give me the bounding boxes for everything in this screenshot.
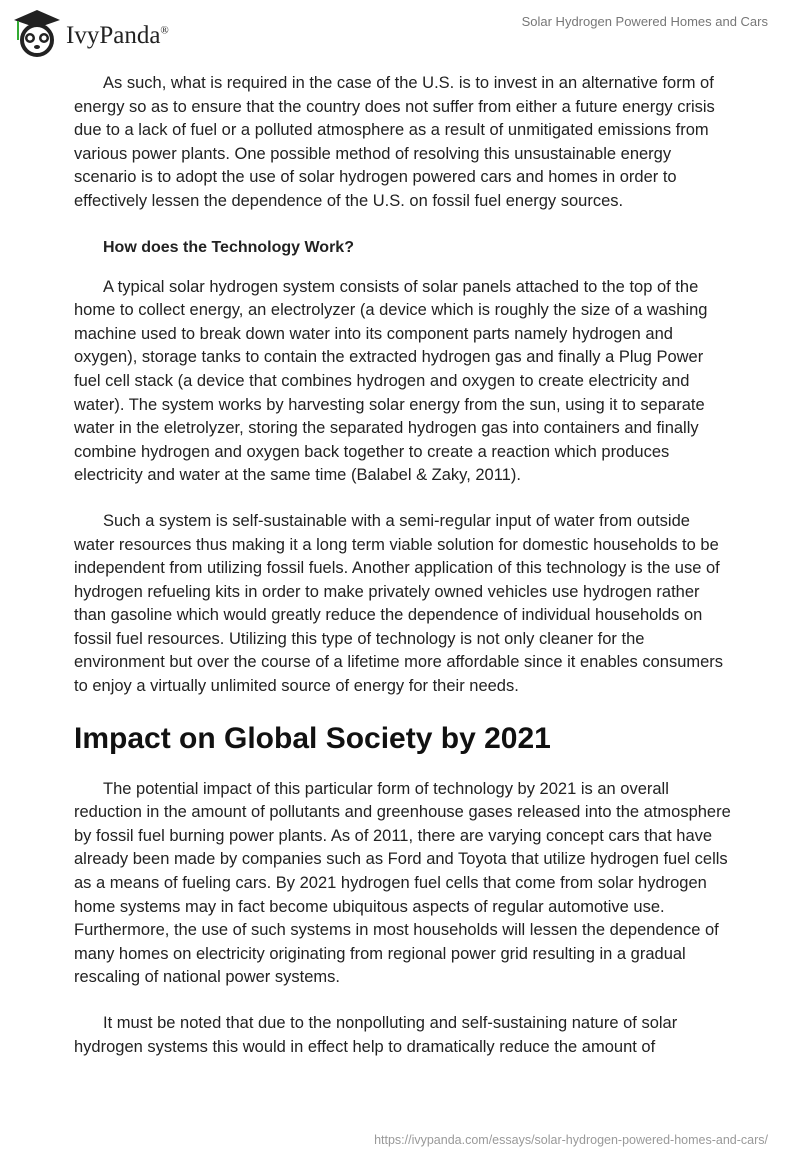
panda-logo-icon xyxy=(12,8,62,58)
paragraph: A typical solar hydrogen system consists of solar panels attached to the top of the home to collect energy, an electrolyzer (a device which is roughly the size of a washing machine used to break down water into its component parts namely hydrogen and oxygen), storage tanks to contain the extracted hydrogen gas and finally a Plug Power fuel cell stack (a device that combines hydrogen and oxygen to create electricity and water). The system works by harvesting solar energy from the sun, using it to separate water in the eletrolyzer, storing the separated hydrogen gas into containers and finally combine hydrogen and oxygen back together to create a reaction which produces electricity and water at the same time (Balabel & Zaky, 2011). xyxy=(74,277,708,485)
essay-content xyxy=(74,72,734,1081)
source-url[interactable]: https://ivypanda.com/essays/solar-hydrogen-powered-homes-and-cars/ xyxy=(374,1133,768,1147)
paragraph: The potential impact of this particular form of technology by 2021 is an overall reduction in the amount of pollutants and greenhouse gases released into the atmosphere by fossil fuel burning power plants. As of 2011, there are varying concept cars that have already been made by companies such as Ford and Toyota that utilize hydrogen fuel cells as a means of fueling cars. By 2021 hydrogen fuel cells that come from solar hydrogen home systems may in fact become ubiquitous aspects of regular automotive use. Furthermore, the use of such systems in most households will lessen the dependence of many homes on electricity originating from regional power grid resulting in a gradual rescaling of national power systems. xyxy=(74,779,731,987)
section-heading: Impact on Global Society by 2021 xyxy=(74,721,551,755)
document-title: Solar Hydrogen Powered Homes and Cars xyxy=(521,14,768,29)
ivypanda-logo[interactable] xyxy=(12,8,169,58)
logo-text: IvyPanda xyxy=(66,22,161,49)
paragraph: As such, what is required in the case of the U.S. is to invest in an alternative form of energy so as to ensure that the country does not suffer from either a future energy crisis due to a lack of fuel or a polluted atmosphere as a result of unmitigated emissions from various power plants. One possible method of resolving this unsustainable energy scenario is to adopt the use of solar hydrogen powered cars and homes in order to effectively lessen the dependence of the U.S. on fossil fuel energy sources. xyxy=(74,74,715,210)
subheading: How does the Technology Work? xyxy=(103,238,354,256)
paragraph: It must be noted that due to the nonpolluting and self-sustaining nature of solar hydrogen systems this would in effect help to dramatically reduce the amount of xyxy=(74,1014,678,1056)
paragraph: Such a system is self-sustainable with a semi-regular input of water from outside water resources thus making it a long term viable solution for domestic households to be independent from utilizing fossil fuels. Another application of this technology is the use of hydrogen refueling kits in order to make privately owned vehicles use hydrogen rather than gasoline which would greatly reduce the dependence of individual households on fossil fuel resources. Utilizing this type of technology is not only cleaner for the environment but over the course of a lifetime more affordable since it enables consumers to enjoy a virtually unlimited source of energy for their needs. xyxy=(74,511,724,696)
registered-mark: ® xyxy=(160,24,169,37)
